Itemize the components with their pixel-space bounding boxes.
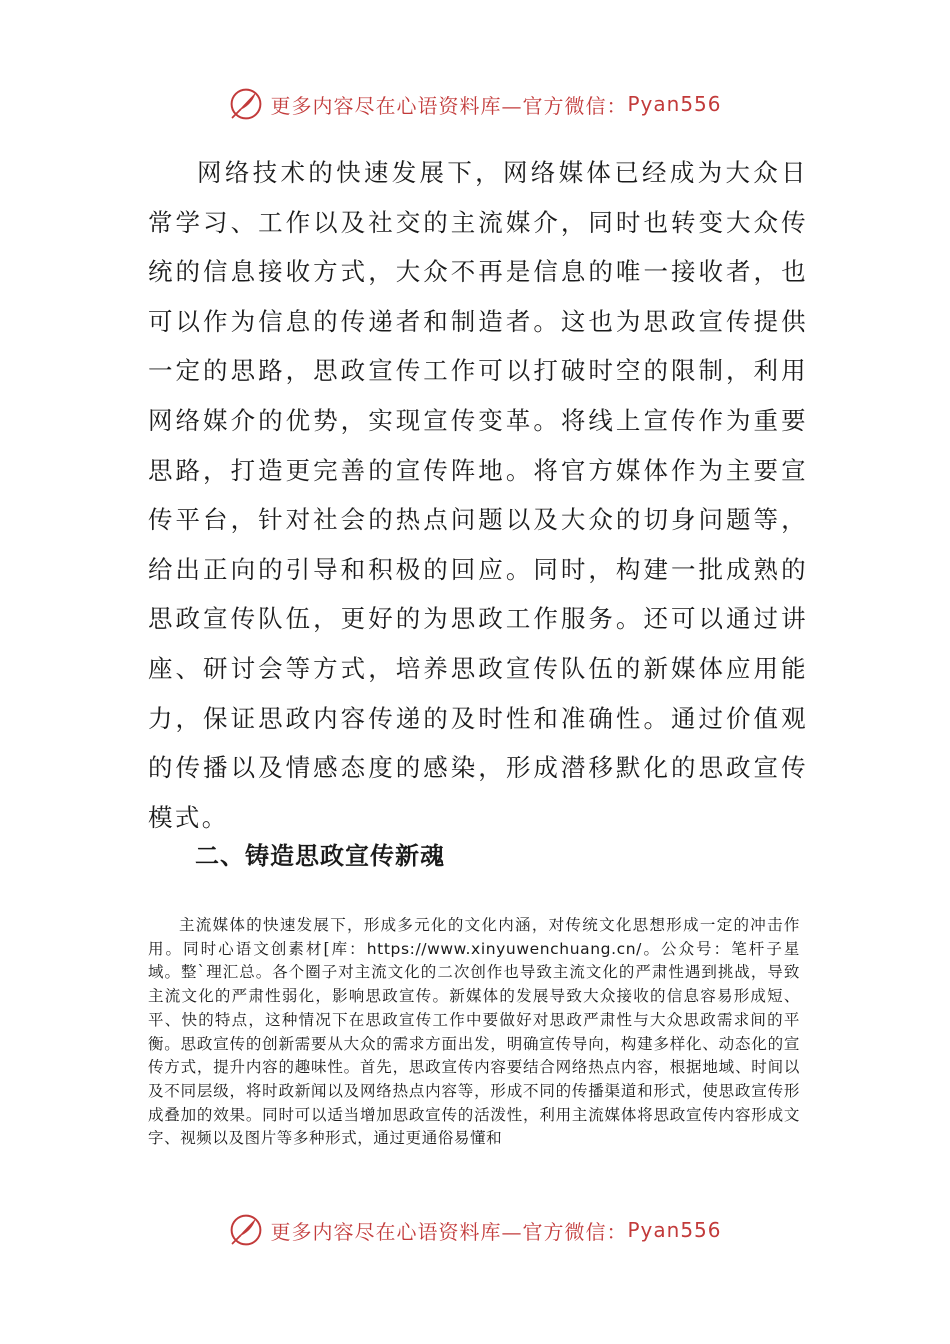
quill-pen-seal-icon [228,86,264,122]
website-link: https://www.xinyuwenchuang.cn/ [366,939,643,958]
footer-banner [0,1210,950,1250]
header-banner-text: 更多内容尽在心语资料库—官方微信： [270,93,628,118]
body-paragraph-1: 网络技术的快速发展下，网络媒体已经成为大众日常学习、工作以及社交的主流媒介，同时也转变大众传统的信息接收方式，大众不再是信息的唯一接收者，也可以作为信息的传递者和制造者。这也为思政宣传提供一定的思路，思政宣传工作可以打破时空的限制，利用网络媒介的优势，实现宣传变革。将线上宣传作为重要思路，打造更完善的宣传阵地。将官方媒体作为主要宣传平台，针对社会的热点问题以及大众的切身问题等，给出正向的引导和积极的回应。同时，构建一批成熟的思政宣传队伍，更好的为思政工作服务。还可以通过讲座、研讨会等方式，培养思政宣传队伍的新媒体应用能力，保证思政内容传递的及时性和准确性。通过价值观的传播以及情感态度的感染，形成潜移默化的思政宣传模式。 [148,158,808,832]
header-banner [0,84,950,124]
footer-wechat-id: Pyan556 [627,1218,722,1242]
paragraph-2-rest: 。公众号：笔杆子星域。整`理汇总。各个圈子对主流文化的二次创作也导致主流文化的严肃性遇到挑战，导致主流文化的严肃性弱化，影响思政宣传。新媒体的发展导致大众接收的信息容易形成短、平、快的特点，这种情况下在思政宣传工作中要做好对思政严肃性与大众思政需求间的平衡。思政宣传的创新需要从大众的需求方面出发，明确宣传导向，构建多样化、动态化的宣传方式，提升内容的趣味性。首先，思政宣传内容要结合网络热点内容，根据地域、时间以及不同层级，将时政新闻以及网络热点内容等，形成不同的传播渠道和形式，使思政宣传形成叠加的效果。同时可以适当增加思政宣传的活泼性，利用主流媒体将思政宣传内容形成文字、视频以及图片等多种形式，通过更通俗易懂和 [148,939,800,1148]
header-wechat-id: Pyan556 [627,92,722,116]
paragraph-2-lead: 主流媒体的快速发展下，形成多元化的文化内涵，对传统文化思想形成一定的冲击作用。同时心语文创素材[库： [148,916,800,958]
footer-banner-text: 更多内容尽在心语资料库—官方微信： [270,1219,628,1244]
body-paragraph-2 [148,914,800,1151]
quill-pen-seal-icon [228,1212,264,1248]
section-heading: 二、铸造思政宣传新魂 [195,842,445,870]
